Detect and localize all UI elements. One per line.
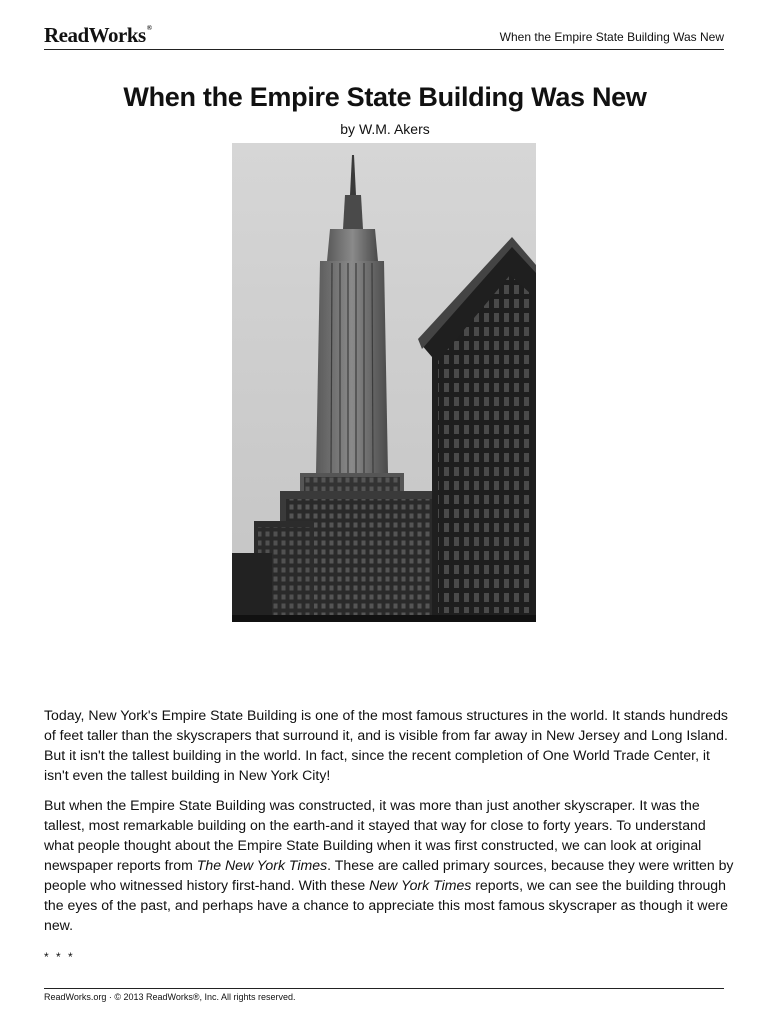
paragraph-2-part-1: But when the Empire State Building was constructed, it was more than just another skyscraper. It was the tallest, most remarkable building on the earth-and it stayed that way for close to forty years. To understand what people thought about the Empire State Building when it was first constructed, we can look at original newspaper reports from — [44, 797, 706, 873]
paragraph-2-part-2: . These are called primary sources, because they were written by people who witnessed history first-hand. With these — [44, 857, 734, 893]
article-body — [44, 705, 734, 945]
publication-name-2: New York Times — [369, 877, 472, 893]
header-divider — [44, 49, 724, 50]
logo-registered-mark: ® — [146, 24, 152, 32]
publication-name: The New York Times — [196, 857, 328, 873]
paragraph-2 — [44, 795, 734, 935]
section-separator: * * * — [44, 950, 75, 964]
readworks-logo — [44, 23, 151, 48]
mast — [343, 195, 363, 229]
logo-text: ReadWorks — [44, 23, 146, 47]
paragraph-1: Today, New York's Empire State Building is one of the most famous structures in the world. It stands hundreds of feet taller than the skyscrapers that surround it, and is visible from far away in New Jersey and Long Island. But it isn't the tallest building in the world. In fact, since the recent completion of One World Trade Center, it isn't even the tallest building in New York City! — [44, 707, 728, 783]
paragraph-2-part-3: reports, we can see the building through the eyes of the past, and perhaps have a chance to appreciate this most famous skyscraper as though it were new. — [44, 877, 728, 933]
footer-divider — [44, 988, 724, 989]
article-title: When the Empire State Building Was New — [123, 82, 647, 112]
main-tower — [316, 261, 388, 473]
article-byline: by W.M. Akers — [340, 121, 430, 137]
footer-copyright: ReadWorks.org · © 2013 ReadWorks®, Inc. All rights reserved. — [44, 992, 296, 1002]
running-header-title: When the Empire State Building Was New — [499, 30, 724, 44]
empire-state-building-photo — [232, 143, 536, 622]
